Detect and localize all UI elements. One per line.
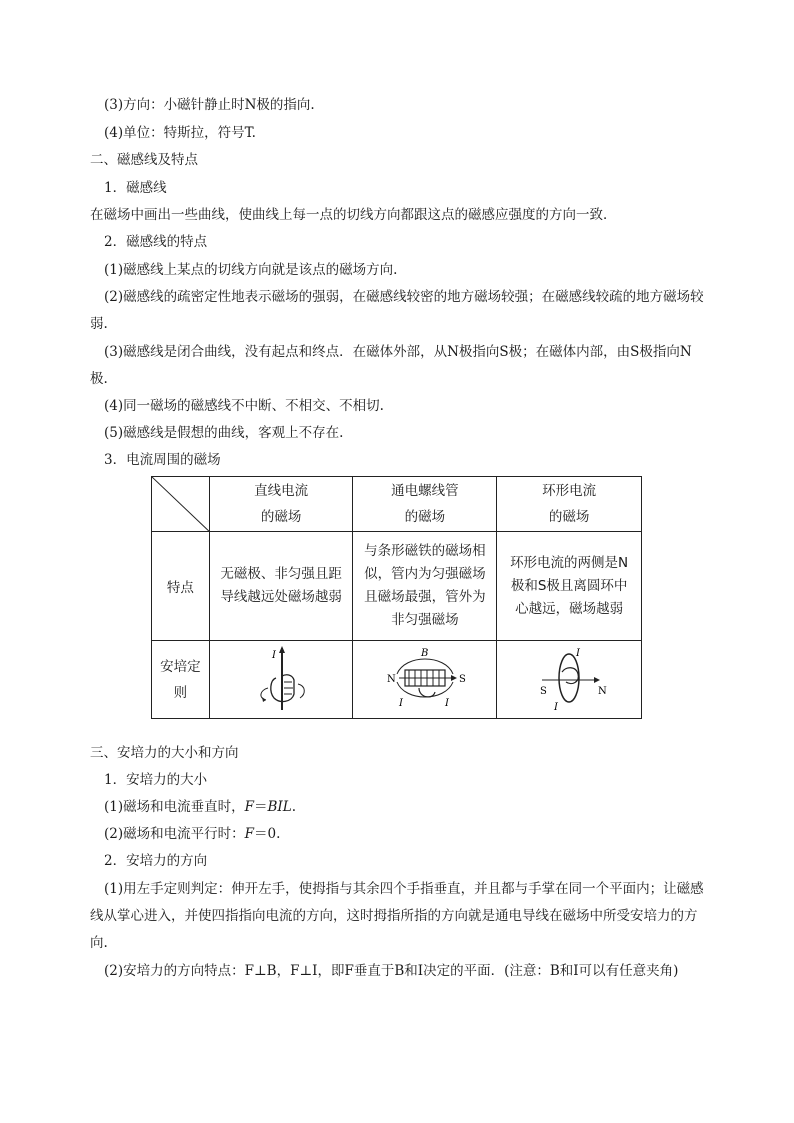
svg-text:I: I	[398, 697, 403, 709]
figure-straight-current-hand	[209, 641, 353, 719]
magnetic-field-table	[151, 476, 642, 719]
section-heading: 三、安培力的大小和方向	[90, 745, 239, 761]
table-row-label-features: 特点	[152, 532, 210, 641]
table-cell-straight-feature: 无磁极、非匀强且距 导线越远处磁场越弱	[209, 532, 353, 641]
subsection-heading: 1．安培力的大小	[104, 772, 208, 788]
svg-text:I: I	[444, 697, 449, 709]
right-hand-wire-figure	[236, 644, 326, 712]
text-line: 在磁场中画出一些曲线，使曲线上每一点的切线方向都跟这点的磁感应强度的方向一致．	[90, 207, 617, 223]
solenoid-figure	[375, 644, 475, 712]
text-line: (2)安培力的方向特点：F⊥B，F⊥I，即F垂直于B和I决定的平面．(注意：B和I可以有任意夹角)	[104, 963, 679, 979]
text-line: (1)磁感线上某点的切线方向就是该点的磁场方向.	[104, 262, 398, 278]
text-line: 弱.	[90, 316, 108, 332]
svg-text:I: I	[272, 649, 277, 661]
text-line: 向.	[90, 935, 108, 951]
figure-solenoid-hand	[353, 641, 497, 719]
subsection-heading: 2．磁感线的特点	[104, 234, 208, 250]
text-line: (2)磁感线的疏密定性地表示磁场的强弱，在磁感线较密的地方磁场较强；在磁感线较疏的地方磁场较	[104, 289, 704, 305]
svg-text:N: N	[386, 673, 396, 685]
svg-text:S: S	[458, 673, 466, 685]
text-line: (1)用左手定则判定：伸开左手，使拇指与其余四个手指垂直，并且都与手掌在同一个平面内；让磁感	[104, 881, 704, 897]
svg-text:I: I	[554, 701, 559, 712]
table-cell-ring-feature: 环形电流的两侧是N 极和S极且离圆环中 心越远，磁场越弱	[497, 532, 642, 641]
text-line: 线从掌心进入，并使四指指向电流的方向，这时拇指所指的方向就是通电导线在磁场中所受安培力的方	[90, 908, 698, 924]
svg-text:S: S	[540, 685, 547, 697]
table-header-solenoid: 通电螺线管 的磁场	[353, 477, 497, 532]
ring-current-figure	[524, 644, 614, 712]
subsection-heading: 3．电流周围的磁场	[104, 452, 221, 468]
text-line: (4)单位：特斯拉，符号T.	[104, 125, 256, 141]
table-header-ring-current: 环形电流 的磁场	[497, 477, 642, 532]
text-line: 极.	[90, 371, 108, 387]
formula-line: (2)磁场和电流平行时：F＝0.	[104, 826, 281, 842]
table-row-label-ampere-rule: 安培定 则	[152, 641, 210, 719]
table-corner-cell	[152, 477, 210, 532]
table-cell-solenoid-feature: 与条形磁铁的磁场相 似，管内为匀强磁场 且磁场最强，管外为 非匀强磁场	[353, 532, 497, 641]
svg-text:N: N	[598, 685, 607, 697]
text-line: (3)方向：小磁针静止时N极的指向.	[104, 97, 315, 113]
section-heading: 二、磁感线及特点	[90, 152, 198, 168]
figure-ring-current-hand	[497, 641, 642, 719]
subsection-heading: 2．安培力的方向	[104, 853, 208, 869]
formula-line: (1)磁场和电流垂直时，F＝BIL.	[104, 799, 297, 815]
subsection-heading: 1．磁感线	[104, 180, 167, 196]
text-line: (3)磁感线是闭合曲线，没有起点和终点．在磁体外部，从N极指向S极；在磁体内部，由S极指向N	[104, 344, 692, 360]
table-header-straight-current: 直线电流 的磁场	[209, 477, 353, 532]
svg-text:B: B	[420, 647, 429, 659]
text-line: (4)同一磁场的磁感线不中断、不相交、不相切.	[104, 398, 384, 414]
text-line: (5)磁感线是假想的曲线，客观上不存在.	[104, 425, 344, 441]
svg-text:I: I	[576, 647, 581, 659]
